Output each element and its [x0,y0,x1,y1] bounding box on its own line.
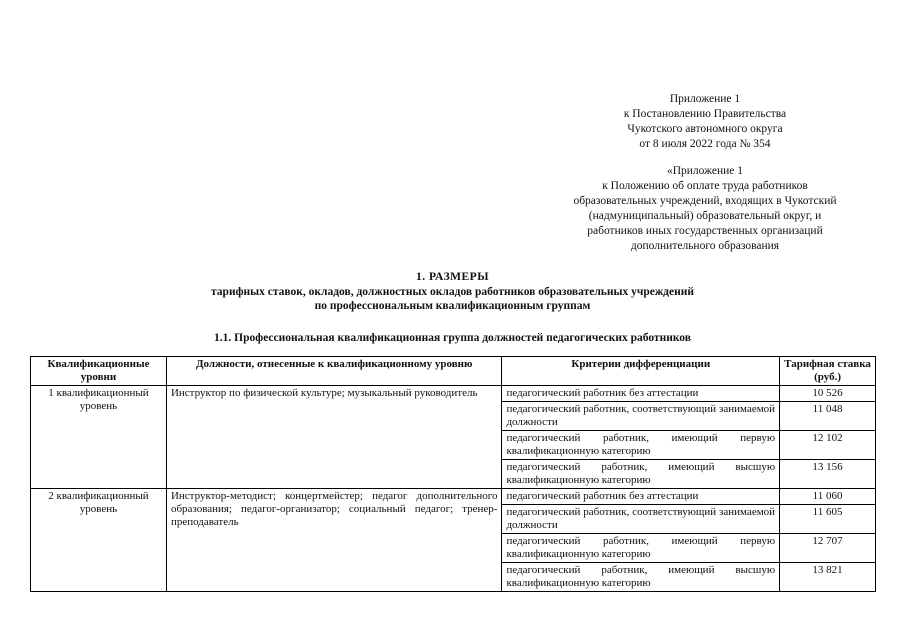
header-level: Квалификационные уровни [31,357,167,386]
rate-cell: 12 707 [780,534,876,563]
criterion-cell: педагогический работник, имеющий первую квалификационную категорию [502,431,780,460]
appendix-line: работников иных государственных организаций [587,225,823,237]
table-header-row [31,357,876,386]
rate-cell: 11 048 [780,402,876,431]
appendix-line: к Положению об оплате труда работников [602,180,808,192]
criterion-cell: педагогический работник без аттестации [502,489,780,505]
criterion-cell: педагогический работник, соответствующий занимаемой должности [502,402,780,431]
appendix-line: образовательных учреждений, входящих в Чукотский [573,195,837,207]
appendix-line: Приложение 1 [669,93,741,105]
rate-cell: 13 156 [780,460,876,489]
header-rate: Тарифная ставка (руб.) [780,357,876,386]
table-row [31,386,876,402]
rate-cell: 13 821 [780,563,876,592]
level-cell: 1 квалификационный уровень [31,386,167,489]
criterion-cell: педагогический работник, имеющий первую квалификационную категорию [502,534,780,563]
header-criteria: Критерии дифференциации [502,357,780,386]
header-positions: Должности, отнесенные к квалификационному уровню [166,357,502,386]
rate-cell: 11 060 [780,489,876,505]
document-title: 1. РАЗМЕРЫ [416,271,489,283]
document-subtitle: тарифных ставок, окладов, должностных окладов работников образовательных учреждений [211,286,694,298]
appendix-government-block [590,92,820,152]
document-subtitle: по профессиональным квалификационным группам [314,300,591,312]
appendix-line: дополнительного образования [630,240,780,252]
positions-cell: Инструктор-методист; концертмейстер; педагог дополнительного образования; педагог-организатор; социальный педагог; тренер-преподаватель [166,489,502,592]
level-cell: 2 квалификационный уровень [31,489,167,592]
rate-cell: 10 526 [780,386,876,402]
salary-table [30,356,876,592]
positions-cell: Инструктор по физической культуре; музыкальный руководитель [166,386,502,489]
criterion-cell: педагогический работник, имеющий высшую квалификационную категорию [502,563,780,592]
criterion-cell: педагогический работник, соответствующий занимаемой должности [502,505,780,534]
appendix-line: Чукотского автономного округа [627,123,783,135]
criterion-cell: педагогический работник, имеющий высшую квалификационную категорию [502,460,780,489]
appendix-line: (надмуниципальный) образовательный округ, и [588,210,822,222]
rate-cell: 11 605 [780,505,876,534]
appendix-line: «Приложение 1 [666,165,744,177]
criterion-cell: педагогический работник без аттестации [502,386,780,402]
appendix-line: к Постановлению Правительства [623,108,787,120]
section-title: 1.1. Профессиональная квалификационная группа должностей педагогических работников [214,332,691,344]
appendix-line: от 8 июля 2022 года № 354 [639,138,771,150]
table-row [31,489,876,505]
appendix-regulation-block [540,164,870,254]
rate-cell: 12 102 [780,431,876,460]
